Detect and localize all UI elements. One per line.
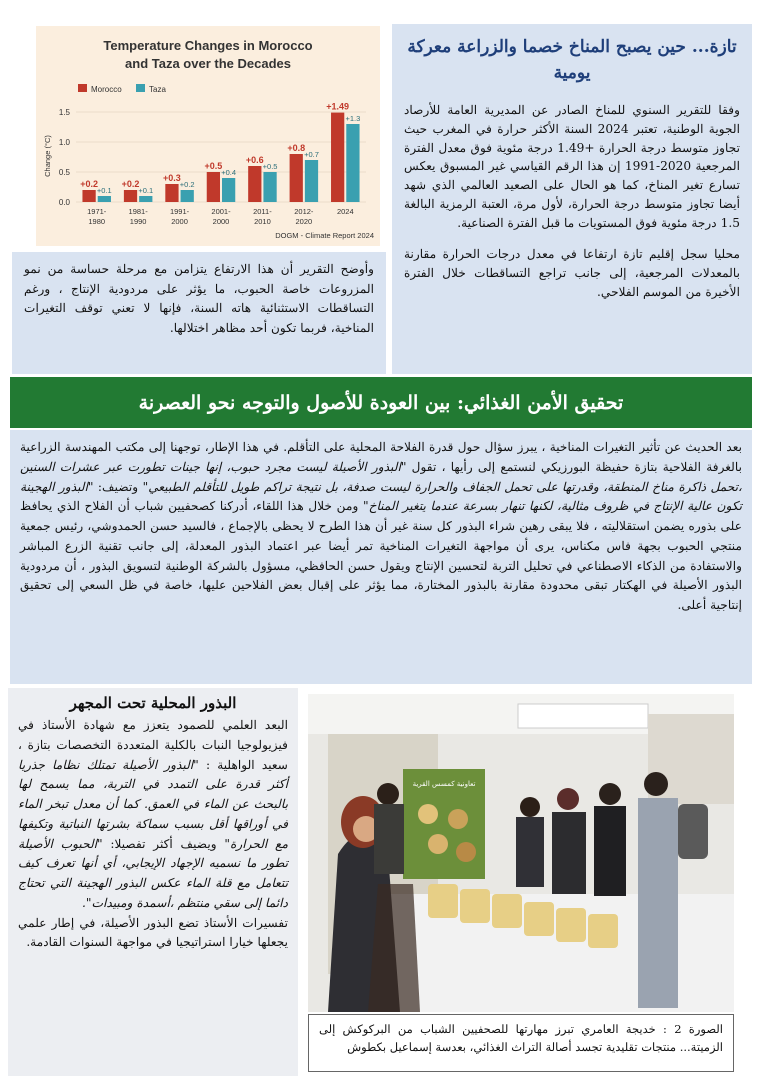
top-article-paragraph-2: محليا سجل إقليم تازة ارتفاعا في معدل درجات الحرارة مقارنة بالمعدلات المرجعية، إلى جانب تراجع التساقطات خلال الفترة الأخيرة من الموسم الفلاحي. [404, 247, 740, 299]
mid-text-1: بعد الحديث عن تأثير التغيرات المناخية ، يبرز سؤال حول قدرة الفلاحة المحلية على التأقلم. في هذا الإطار، توجهنا إلى مكتب المهندسة الزراعية بالغرفة الفلاحية بتازة حفيظة البورزيكي لنستمع إلى رأيها ، تقول [20, 440, 743, 474]
data-label-morocco-0: +0.2 [80, 179, 98, 189]
chart-bars [80, 102, 360, 226]
bar-taza-4 [263, 172, 276, 202]
legend-label-taza: Taza [149, 85, 166, 94]
fair-photo [308, 694, 734, 1012]
x-tick-label: 2011- [253, 207, 272, 216]
bottom-article-title: البذور المحلية تحت المجهر [69, 694, 237, 712]
x-tick-label: 1980 [88, 217, 106, 226]
top-article-title: تازة... حين يصبح المناخ خصما والزراعة معركة يومية [407, 37, 737, 84]
bottom-article-text [18, 716, 288, 953]
legend-label-morocco: Morocco [91, 85, 122, 94]
mid-text-2: وتضيف: [93, 479, 143, 494]
bottom-article [8, 688, 298, 1076]
continuation-text: وأوضح التقرير أن هذا الارتفاع يتزامن مع مرحلة حساسة من نمو المزروعات خاصة الحبوب، ما يؤثر على مردودية الإنتاج ، ورغم التساقطات الاستثنائية هاته السنة، فإنها لا تعني توقف التغيرات المناخية، فربما تكون أحد مظاهر اختلالها. [24, 262, 374, 335]
bot-text-3: تفسيرات الأستاذ تضع البذور الأصيلة، في إطار علمي يجعلها خيارا استراتيجيا في مواجهة السنوات القادمة. [18, 915, 288, 950]
chart-svg [36, 26, 380, 246]
x-tick-label: 2010 [254, 217, 271, 226]
mid-quote-1: "البذور الأصيلة ليست مجرد حبوب، إنها جينات تطورت عبر عشرات السنين ،تحمل ذاكرة مناخ المنطقة، وقدرتها على تحمل الجفاف والحرارة ليست صدفة، بل نتيجة تراكم طويل للتأقلم الطبيعي" [20, 459, 742, 494]
data-label-taza-5: +0.7 [304, 150, 319, 159]
bar-taza-2 [181, 190, 194, 202]
x-tick-label: 2000 [171, 217, 188, 226]
banner-title: تحقيق الأمن الغذائي: بين العودة للأصول والتوجه نحو العصرنة [138, 391, 624, 414]
y-tick-label: 1.5 [58, 108, 70, 117]
bar-taza-1 [139, 196, 152, 202]
y-tick-label: 0.0 [58, 198, 70, 207]
data-label-taza-2: +0.2 [179, 180, 195, 189]
photo-caption-text: الصورة 2 : خديجة العامري تبرز مهارتها للصحفيين الشباب من البركوكش إلى الزميتة... منتجات تقليدية تجسد أصالة التراث الغذائي، بعدسة إسماعيل بكطوش [319, 1022, 723, 1054]
cooperative-sign-text: تعاونية كمسس القرية [412, 780, 476, 788]
temperature-chart [36, 26, 380, 246]
bar-morocco-2 [165, 184, 178, 202]
x-tick-label: 2024 [336, 207, 354, 216]
data-label-taza-0: +0.1 [96, 186, 112, 195]
data-label-morocco-4: +0.6 [245, 155, 264, 165]
top-article-paragraph-1: وفقا للتقرير السنوي للمناخ الصادر عن المديرية العامة للأرصاد الجوية الوطنية، تعتبر 2024 السنة الأكثر حرارة في المغرب حيث تجاوز متوسط درجة الحرارة +1.49 درجة مئوية فوق معدل الفترة المرجعية 2020-1991 إن هذا الرقم القياسي غير المسبوق يعكس تسارع تغير المناخ، كما هو الحال على الصعيد العالمي الذي شهد أيضا تجاوز متوسط درجة الحرارة، لأول مرة، العتبة الرمزية البالغة 1.5 درجة مئوية فوق المستويات ما قبل الفترة الصناعية. [404, 102, 740, 231]
x-tick-label: 1991- [169, 207, 190, 216]
bar-morocco-4 [248, 166, 261, 202]
chart-title-line-1: Temperature Changes in Morocco [103, 38, 313, 53]
bar-taza-0 [98, 196, 111, 202]
bot-quote-1: "البذور الأصيلة تمتلك نظاما جذريا أكثر قدرة على التمدد في التربة، مما يسمح لها بالبحث عن الماء في العمق. كما أن معدل تبخر الماء في أوراقها أقل بسبب سماكة بشرتها النباتية وتكيفها مع الحرارة" [18, 757, 289, 851]
bot-quote-2: "الحبوب الأصيلة تطور ما نسميه الإجهاد الإيجابي، أي أنها تعرف كيف تتعامل مع قلة الماء عكس البذور الهجينة التي تحتاج دائما إلى سقي منتظم ،أسمدة ومبيدات". [18, 836, 288, 910]
chart-source: DOGM - Climate Report 2024 [275, 231, 374, 240]
bar-taza-5 [305, 160, 318, 202]
x-tick-label: 2020 [295, 217, 313, 226]
photo-caption [308, 1014, 734, 1072]
x-tick-label: 1990 [129, 217, 147, 226]
data-label-taza-4: +0.5 [262, 162, 278, 171]
chart-title-line-2: and Taza over the Decades [125, 56, 291, 71]
bar-taza-3 [222, 178, 235, 202]
data-label-morocco-2: +0.3 [163, 173, 181, 183]
x-tick-label: 2001- [211, 207, 231, 216]
mid-quote-2: "البذور الهجينة تكون عالية الإنتاج في ظروف مثالية، لكنها تنهار بسرعة عندما يتغير المناخ" [20, 479, 742, 514]
bar-morocco-1 [124, 190, 137, 202]
bar-morocco-3 [207, 172, 220, 202]
data-label-taza-6: +1.3 [345, 114, 361, 123]
x-tick-label: 2000 [212, 217, 230, 226]
photo-illustration [308, 694, 734, 1012]
bar-morocco-5 [290, 154, 303, 202]
data-label-taza-1: +0.1 [138, 186, 154, 195]
data-label-morocco-1: +0.2 [121, 179, 140, 189]
x-tick-label: 2012- [294, 207, 314, 216]
x-tick-label: 1971- [87, 207, 107, 216]
data-label-morocco-6: +1.49 [326, 101, 350, 112]
bot-text-1: البعد العلمي للصمود يتعزز مع شهادة الأستاذ في فيزيولوجيا النبات بالكلية المتعددة التخصصات بتازة ، سعيد الواهلية : [18, 718, 288, 772]
data-label-taza-3: +0.4 [221, 168, 237, 177]
middle-article-text [20, 438, 742, 616]
bar-morocco-6 [331, 113, 344, 202]
bot-text-2: ويضيف أكثر تفصيلا: [102, 836, 225, 851]
x-tick-label: 1981- [128, 207, 148, 216]
chart-y-axis-label: Change (°C) [43, 135, 52, 177]
section-banner [10, 377, 752, 428]
y-tick-label: 1.0 [58, 138, 70, 147]
y-tick-label: 0.5 [58, 168, 70, 177]
bar-taza-6 [346, 124, 359, 202]
top-article [392, 24, 752, 374]
mid-text-3: ومن خلال هذا اللقاء، أدركنا كصحفيين شباب أن الفلاح الذي يحافظ على بذوره يضمن استقلاليته ، فلا يبقى رهين شراء البذور كل سنة غير أن هذا الطرح لا يحظى بالإجماع ، فالسيد حسن الحمدوشي، رئيس جمعية منتجي الحبوب بجهة فاس مكناس، يرى أن مواجهة التغيرات المناخية تمر أيضا عبر اعتماد البذور المعدلة، إلى جانب تقنية الزرع المباشر والاستفادة من الذكاء الاصطناعي في تحليل التربة لتحسين الإنتاج ويقول حسن الحافظي، مسؤول بالشركة الوطنية لتسويق البذور ، أن مردودية البذور الأصيلة في الهكتار تبقى محدودة مقارنة بالبذور المختارة، مما يؤثر على إقبال بعض الفلاحين عليها، خاصة في ظل السعي إلى تحقيق إنتاجية أعلى. [20, 499, 742, 613]
legend-swatch-taza [136, 84, 145, 92]
middle-article [10, 430, 752, 684]
chart-legend [78, 84, 166, 94]
data-label-morocco-5: +0.8 [287, 143, 306, 153]
legend-swatch-morocco [78, 84, 87, 92]
bar-morocco-0 [82, 190, 95, 202]
continuation-box [12, 252, 386, 374]
data-label-morocco-3: +0.5 [204, 161, 223, 171]
